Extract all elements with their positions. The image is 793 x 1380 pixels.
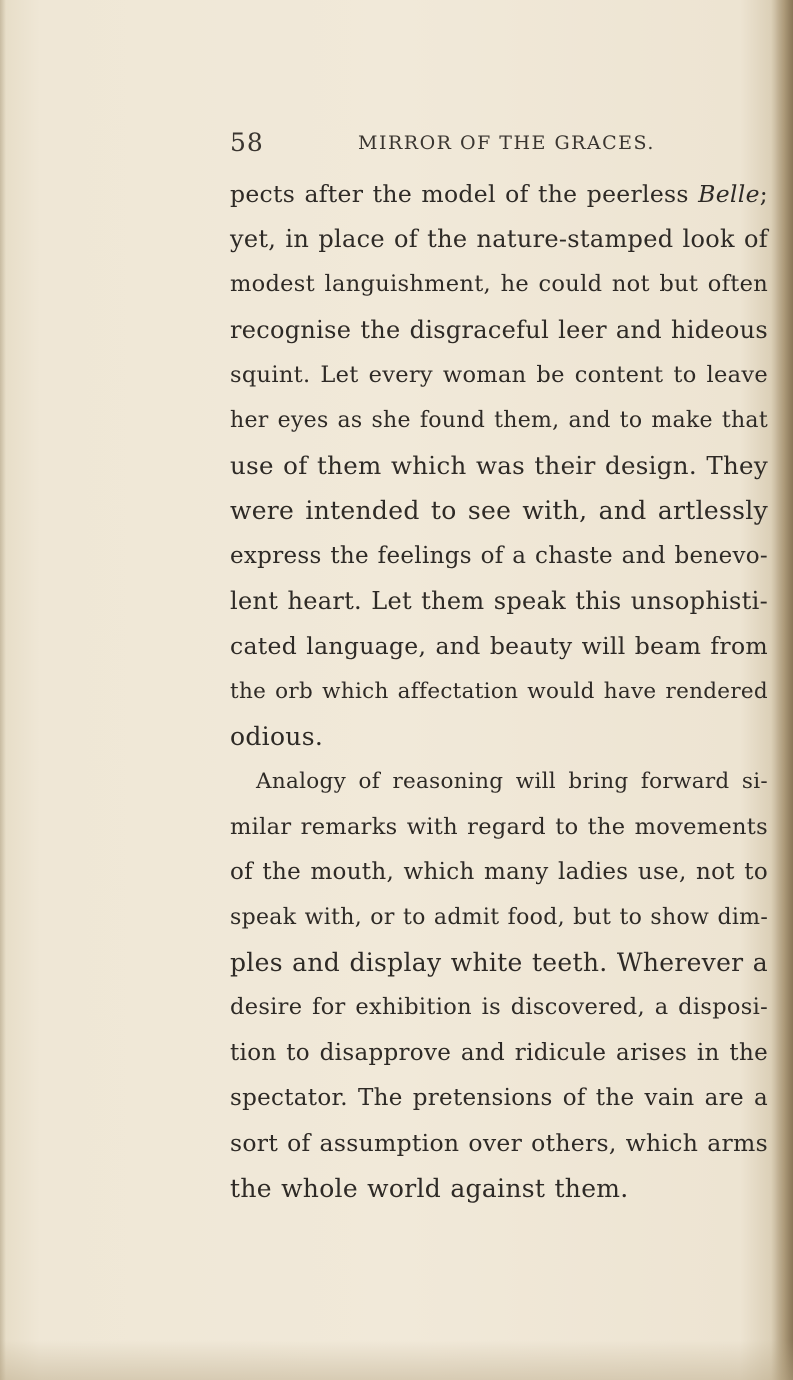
text-line: speak with, or to admit food, but to show dim- [230,905,769,930]
text-line: recognise the disgraceful leer and hideous [230,315,768,344]
text-line: of the mouth, which many ladies use, not to [230,858,768,885]
text-line: ples and display white teeth. Wherever a [230,948,768,978]
text-line: modest languishment, he could not but often [230,271,768,298]
italic-word: Belle [698,180,760,208]
page-edge-shadow-left [0,0,6,1380]
text-line: tion to disapprove and ridicule arises in the [230,1039,768,1066]
text-line: Analogy of reasoning will bring forward si- [256,769,768,795]
text-line: use of them which was their design. They [230,451,768,481]
text-line: cated language, and beauty will beam from [230,631,768,660]
text-line: express the feelings of a chaste and benevo- [230,542,768,569]
body-text [230,172,768,1211]
text-line: odious. [230,722,324,752]
page-edge-shadow-right [771,0,793,1380]
text-line: lent heart. Let them speak this unsophisti- [230,586,768,615]
text-line: were intended to see with, and artlessly [230,496,768,526]
text-line: squint. Let every woman be content to leave [230,361,768,388]
page-edge-shadow-bottom [0,1340,793,1380]
text-line: her eyes as she found them, and to make that [230,407,768,433]
page-number: 58 [230,128,264,157]
text-line: pects after the model of the peerless Belle; [230,180,768,208]
text-line: the orb which affectation would have rendered [230,679,768,705]
text-line: spectator. The pretensions of the vain are a [230,1084,768,1111]
text-line: sort of assumption over others, which arms [230,1128,768,1157]
text-line: the whole world against them. [230,1174,629,1204]
page-header [230,128,710,164]
text-line: desire for exhibition is discovered, a disposi- [230,994,768,1021]
text-line: milar remarks with regard to the movements [230,813,768,840]
running-head: MIRROR OF THE GRACES. [358,132,655,154]
text-line: yet, in place of the nature-stamped look of [230,225,768,254]
